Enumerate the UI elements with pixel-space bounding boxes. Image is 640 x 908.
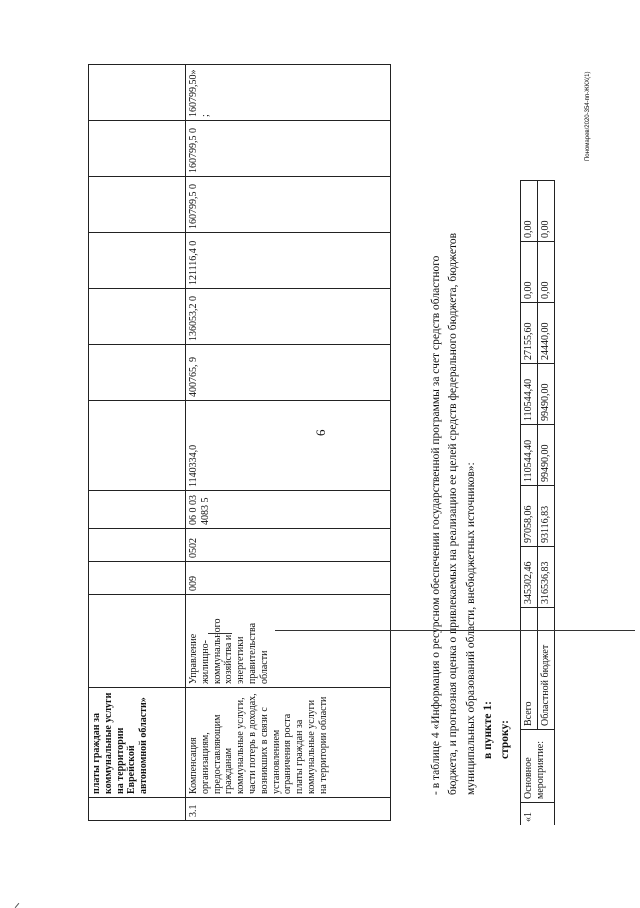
paragraph-line: - в таблице 4 «Информация о ресурсном обеспечении государственной программы за счет средств областного bbox=[430, 255, 442, 795]
value-cell: 160799,5 0 bbox=[186, 121, 391, 177]
activity-name-continued: платы граждан за коммунальные услуги на территории Еврейской автономной области» bbox=[89, 688, 186, 798]
value-cell: 24440,00 bbox=[537, 303, 554, 364]
activity-name: Основное мероприятие: bbox=[521, 730, 555, 803]
program-activities-table bbox=[88, 64, 391, 821]
value-cell: 110544,40 bbox=[521, 425, 538, 486]
divider bbox=[208, 633, 232, 634]
value-cell: 110544,40 bbox=[521, 364, 538, 425]
row-number: «1 bbox=[521, 803, 555, 826]
table-row bbox=[186, 65, 391, 821]
value-cell: 121116,4 0 bbox=[186, 233, 391, 289]
value-cell: 316536,83 bbox=[537, 547, 554, 608]
document-footer: Пономарев/2020-354-пп-ЖКХ(1) bbox=[585, 71, 591, 161]
paragraph-line: муниципальных образований области, внебюджетных источников»: bbox=[464, 462, 477, 795]
paragraph-line: бюджета, и прогнозная оценка о привлекаемых на реализацию ее целей средств федерального бюджета, бюджетов bbox=[447, 232, 460, 795]
value-cell: 345302,46 bbox=[521, 547, 538, 608]
amendment-paragraph bbox=[428, 75, 514, 795]
row-label: строку: bbox=[499, 720, 511, 759]
value-cell: 0,00 bbox=[521, 181, 538, 242]
table-row bbox=[521, 181, 538, 826]
grbs-code: 009 bbox=[186, 562, 391, 595]
value-cell: 160799,5 0 bbox=[186, 177, 391, 233]
table-row bbox=[537, 181, 554, 826]
csr-code: 06 0 03 4083 5 bbox=[186, 491, 391, 529]
value-cell: 0,00 bbox=[537, 181, 554, 242]
value-cell: 93116,83 bbox=[537, 486, 554, 547]
point-heading: в пункте 1: bbox=[481, 701, 494, 759]
source-label: Областной бюджет bbox=[537, 608, 554, 730]
page-number: 6 bbox=[313, 429, 328, 436]
value-cell: 99490,00 bbox=[537, 425, 554, 486]
value-cell: 400765, 9 bbox=[186, 345, 391, 401]
value-cell: 160799,50» ; bbox=[186, 65, 391, 121]
executor: Управление жилищно-коммунального хозяйства и энергетики правительства области bbox=[186, 595, 391, 688]
rzpr-code: 0502 bbox=[186, 529, 391, 562]
source-label: Всего bbox=[521, 608, 538, 730]
value-cell: 0,00 bbox=[521, 242, 538, 303]
activity-name: Компенсация организациям, предоставляющим гражданам коммунальные услуги, части потерь в доходах, возникших в связи с установлением ограничения роста платы граждан за коммунальные услуги на территории области bbox=[186, 688, 391, 798]
value-cell: 1140334,0 bbox=[186, 401, 391, 491]
row-number: 3.1 bbox=[186, 798, 391, 821]
value-cell: 97058,06 bbox=[521, 486, 538, 547]
value-cell: 136053,2 0 bbox=[186, 289, 391, 345]
table-row bbox=[89, 65, 186, 821]
value-cell: 0,00 bbox=[537, 242, 554, 303]
value-cell: 99490,00 bbox=[537, 364, 554, 425]
value-cell: 27155,60 bbox=[521, 303, 538, 364]
resource-table bbox=[520, 180, 555, 825]
divider bbox=[275, 630, 635, 631]
